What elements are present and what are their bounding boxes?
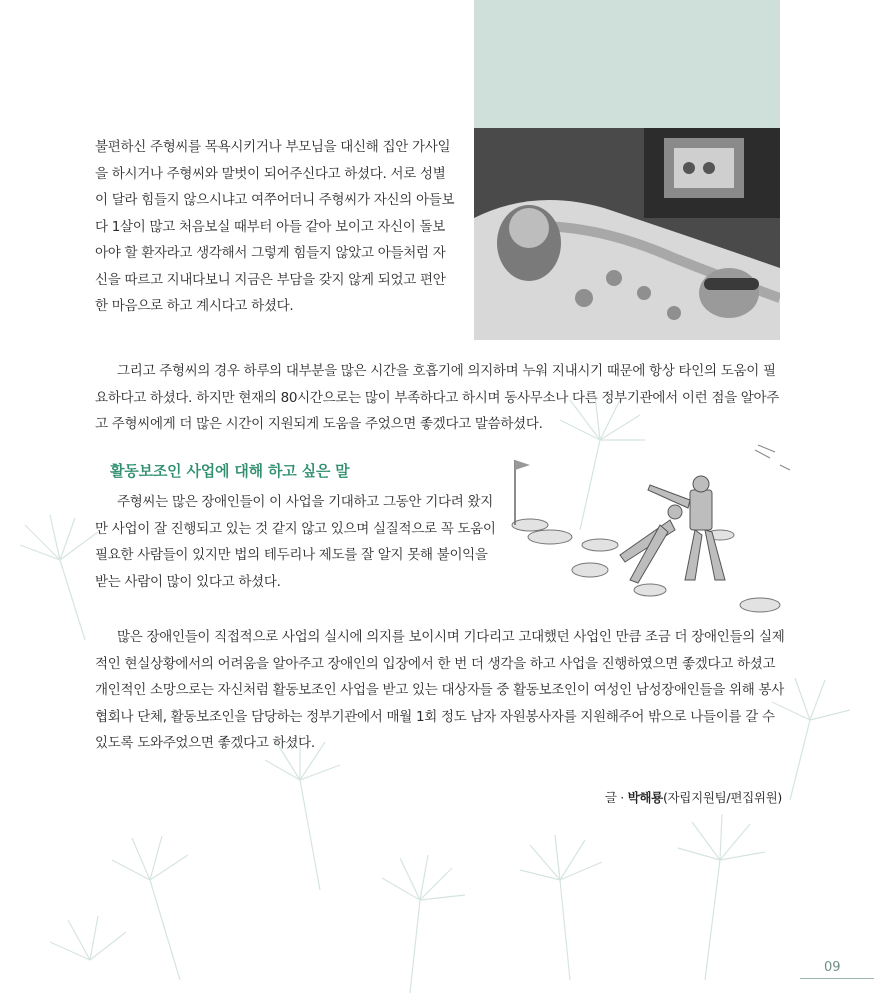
accent-color-band	[474, 0, 780, 128]
paragraph-3: 주형씨는 많은 장애인들이 이 사업을 기대하고 그동안 기다려 왔지만 사업이 잘 진행되고 있는 것 같지 않고 있으며 실질적으로 꼭 도움이 필요한 사람들이 있지만 법의 테두리나 제도를 잘 알지 못해 불이익을 받는 사람이 많이 있다고 하셨다.	[95, 494, 496, 590]
photo-illustration	[474, 128, 780, 340]
byline-author: 박해룡	[627, 790, 663, 805]
paragraph-4: 많은 장애인들이 직접적으로 사업의 실시에 의지를 보이시며 기다리고 고대했던 사업인 만큼 조금 더 장애인들의 실제적인 현실상황에서의 어려움을 알아주고 장애인의 입장에서 한 번 더 생각을 하고 사업을 진행하였으면 좋겠다고 하셨고 개인적인 소망으로는 자신처럼 활동보조인 사업을 받고 있는 대상자들 중 활동보조인이 여성인 남성장애인들을 위해 봉사협회나 단체, 활동보조인을 담당하는 정부기관에서 매월 1회 정도 남자 자원봉사자를 지원해주어 밖으로 나들이를 갈 수 있도록 도와주었으면 좋겠다고 하셨다.	[95, 629, 785, 751]
page-number: 09	[824, 960, 841, 975]
paragraph-2: 그리고 주형씨의 경우 하루의 대부분을 많은 시간을 호흡기에 의지하며 누워 지내시기 때문에 항상 타인의 도움이 필요하다고 하셨다. 하지만 현재의 80시간으로는 많이 부족하다고 하시며 동사무소나 다른 정부기관에서 이런 점을 알아주고 주형씨에게 더 많은 시간이 지원되게 도움을 주었으면 좋겠다고 말씀하셨다.	[95, 363, 780, 432]
page-number-rule	[800, 978, 874, 979]
article-photo	[474, 128, 780, 340]
byline-prefix: 글 ·	[604, 790, 628, 805]
byline-role: (자립지원팀/편집위원)	[662, 790, 782, 805]
stepping-stones-illustration	[490, 440, 820, 620]
byline	[560, 788, 782, 806]
section-heading: 활동보조인 사업에 대해 하고 싶은 말	[110, 462, 350, 480]
paragraph-1: 불편하신 주형씨를 목욕시키거나 부모님을 대신해 집안 가사일을 하시거나 주형씨와 말벗이 되어주신다고 하셨다. 서로 성별이 달라 힘들지 않으시냐고 여쭈어더니 주형씨가 자신의 아들보다 1살이 많고 처음보실 때부터 아들 같아 보이고 자신이 돌보아야 할 환자라고 생각해서 그렇게 힘들지 않았고 아들처럼 자신을 따르고 지내다보니 지금은 부담을 갖지 않게 되었고 편안한 마음으로 하고 계시다고 하셨다.	[95, 139, 455, 314]
